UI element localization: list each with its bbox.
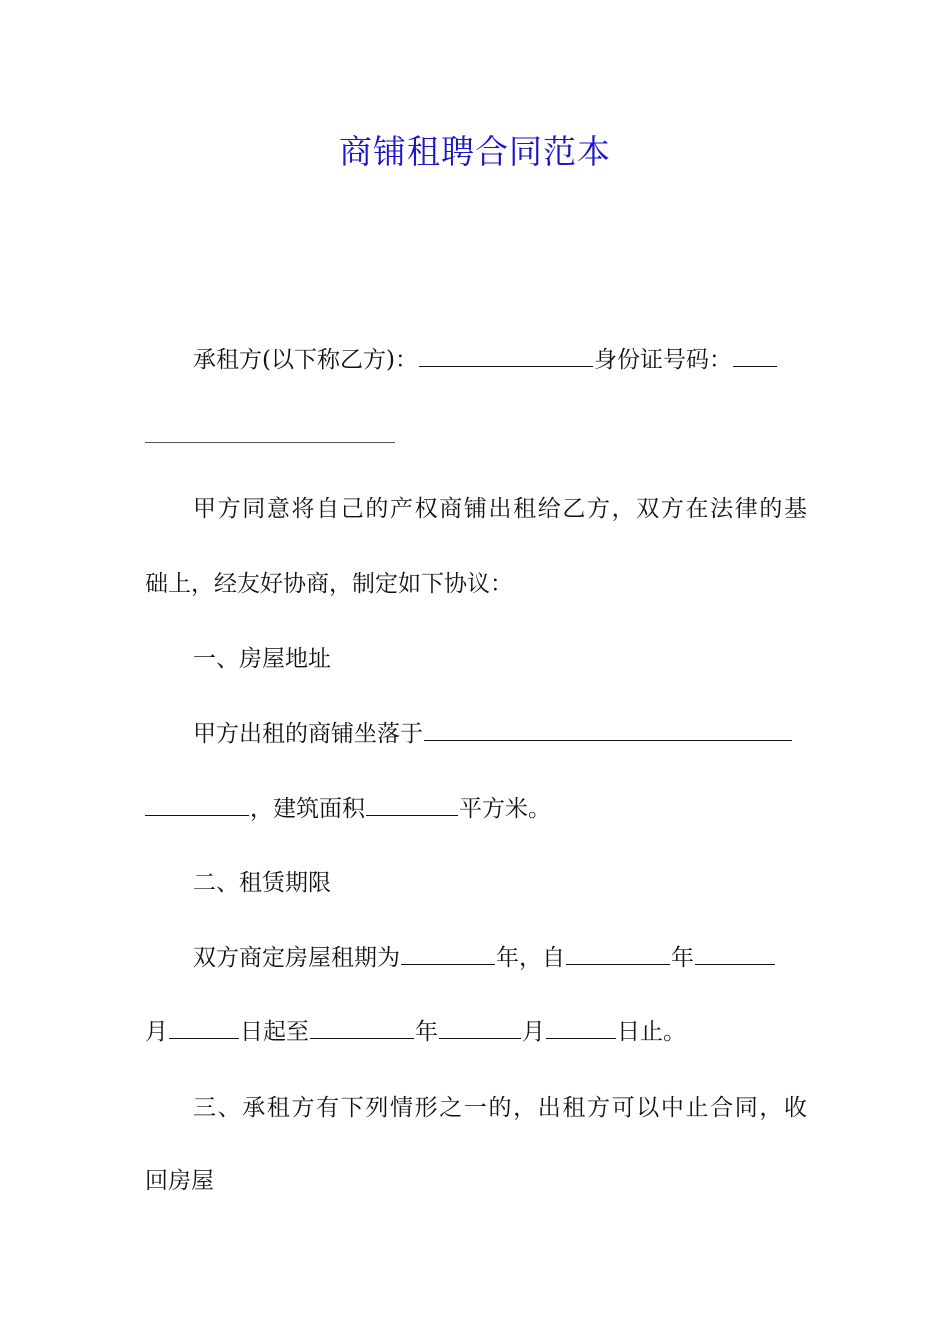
address-blank-continued [145, 811, 249, 816]
end-from-label: 日起至 [240, 1019, 309, 1045]
address-label: 甲方出租的商铺坐落于 [193, 721, 423, 747]
term-years-blank [401, 960, 495, 965]
area-line [145, 793, 807, 825]
start-month-blank [695, 960, 775, 965]
term-from-label: 年，自 [496, 945, 565, 971]
area-prefix: ，建筑面积 [250, 796, 365, 822]
section1-heading: 一、房屋地址 [193, 646, 331, 672]
lessee-line [193, 344, 807, 376]
start-day-blank [169, 1034, 239, 1039]
start-year-blank [566, 960, 670, 965]
area-suffix: 平方米。 [459, 796, 551, 822]
start-month-label: 月 [145, 1019, 168, 1045]
term-prefix: 双方商定房屋租期为 [193, 945, 400, 971]
end-year-label: 年 [415, 1019, 438, 1045]
id-number-label: 身份证号码： [593, 347, 732, 373]
address-blank [424, 736, 792, 741]
term-line-1 [193, 942, 807, 974]
id-number-blank-continued [145, 442, 395, 443]
lessee-name-blank [419, 362, 593, 367]
end-day-blank [546, 1034, 616, 1039]
term-line-2 [145, 1016, 807, 1048]
lessee-label: 承租方(以下称乙方)： [193, 347, 418, 373]
end-month-label: 月 [522, 1019, 545, 1045]
section3-line-2: 回房屋 [145, 1168, 214, 1194]
intro-line-1: 甲方同意将自己的产权商铺出租给乙方，双方在法律的基 [193, 496, 807, 522]
address-line [193, 718, 807, 750]
section2-heading: 二、租赁期限 [193, 870, 331, 896]
start-year-label: 年 [671, 945, 694, 971]
area-blank [366, 811, 458, 816]
end-day-label: 日止。 [617, 1019, 686, 1045]
page-title: 商铺租聘合同范本 [339, 132, 611, 171]
section3-line-1: 三、承租方有下列情形之一的，出租方可以中止合同，收 [193, 1095, 807, 1121]
end-year-blank [310, 1034, 414, 1039]
intro-line-2: 础上，经友好协商，制定如下协议： [145, 571, 513, 597]
end-month-blank [439, 1034, 521, 1039]
id-number-blank [733, 362, 777, 367]
